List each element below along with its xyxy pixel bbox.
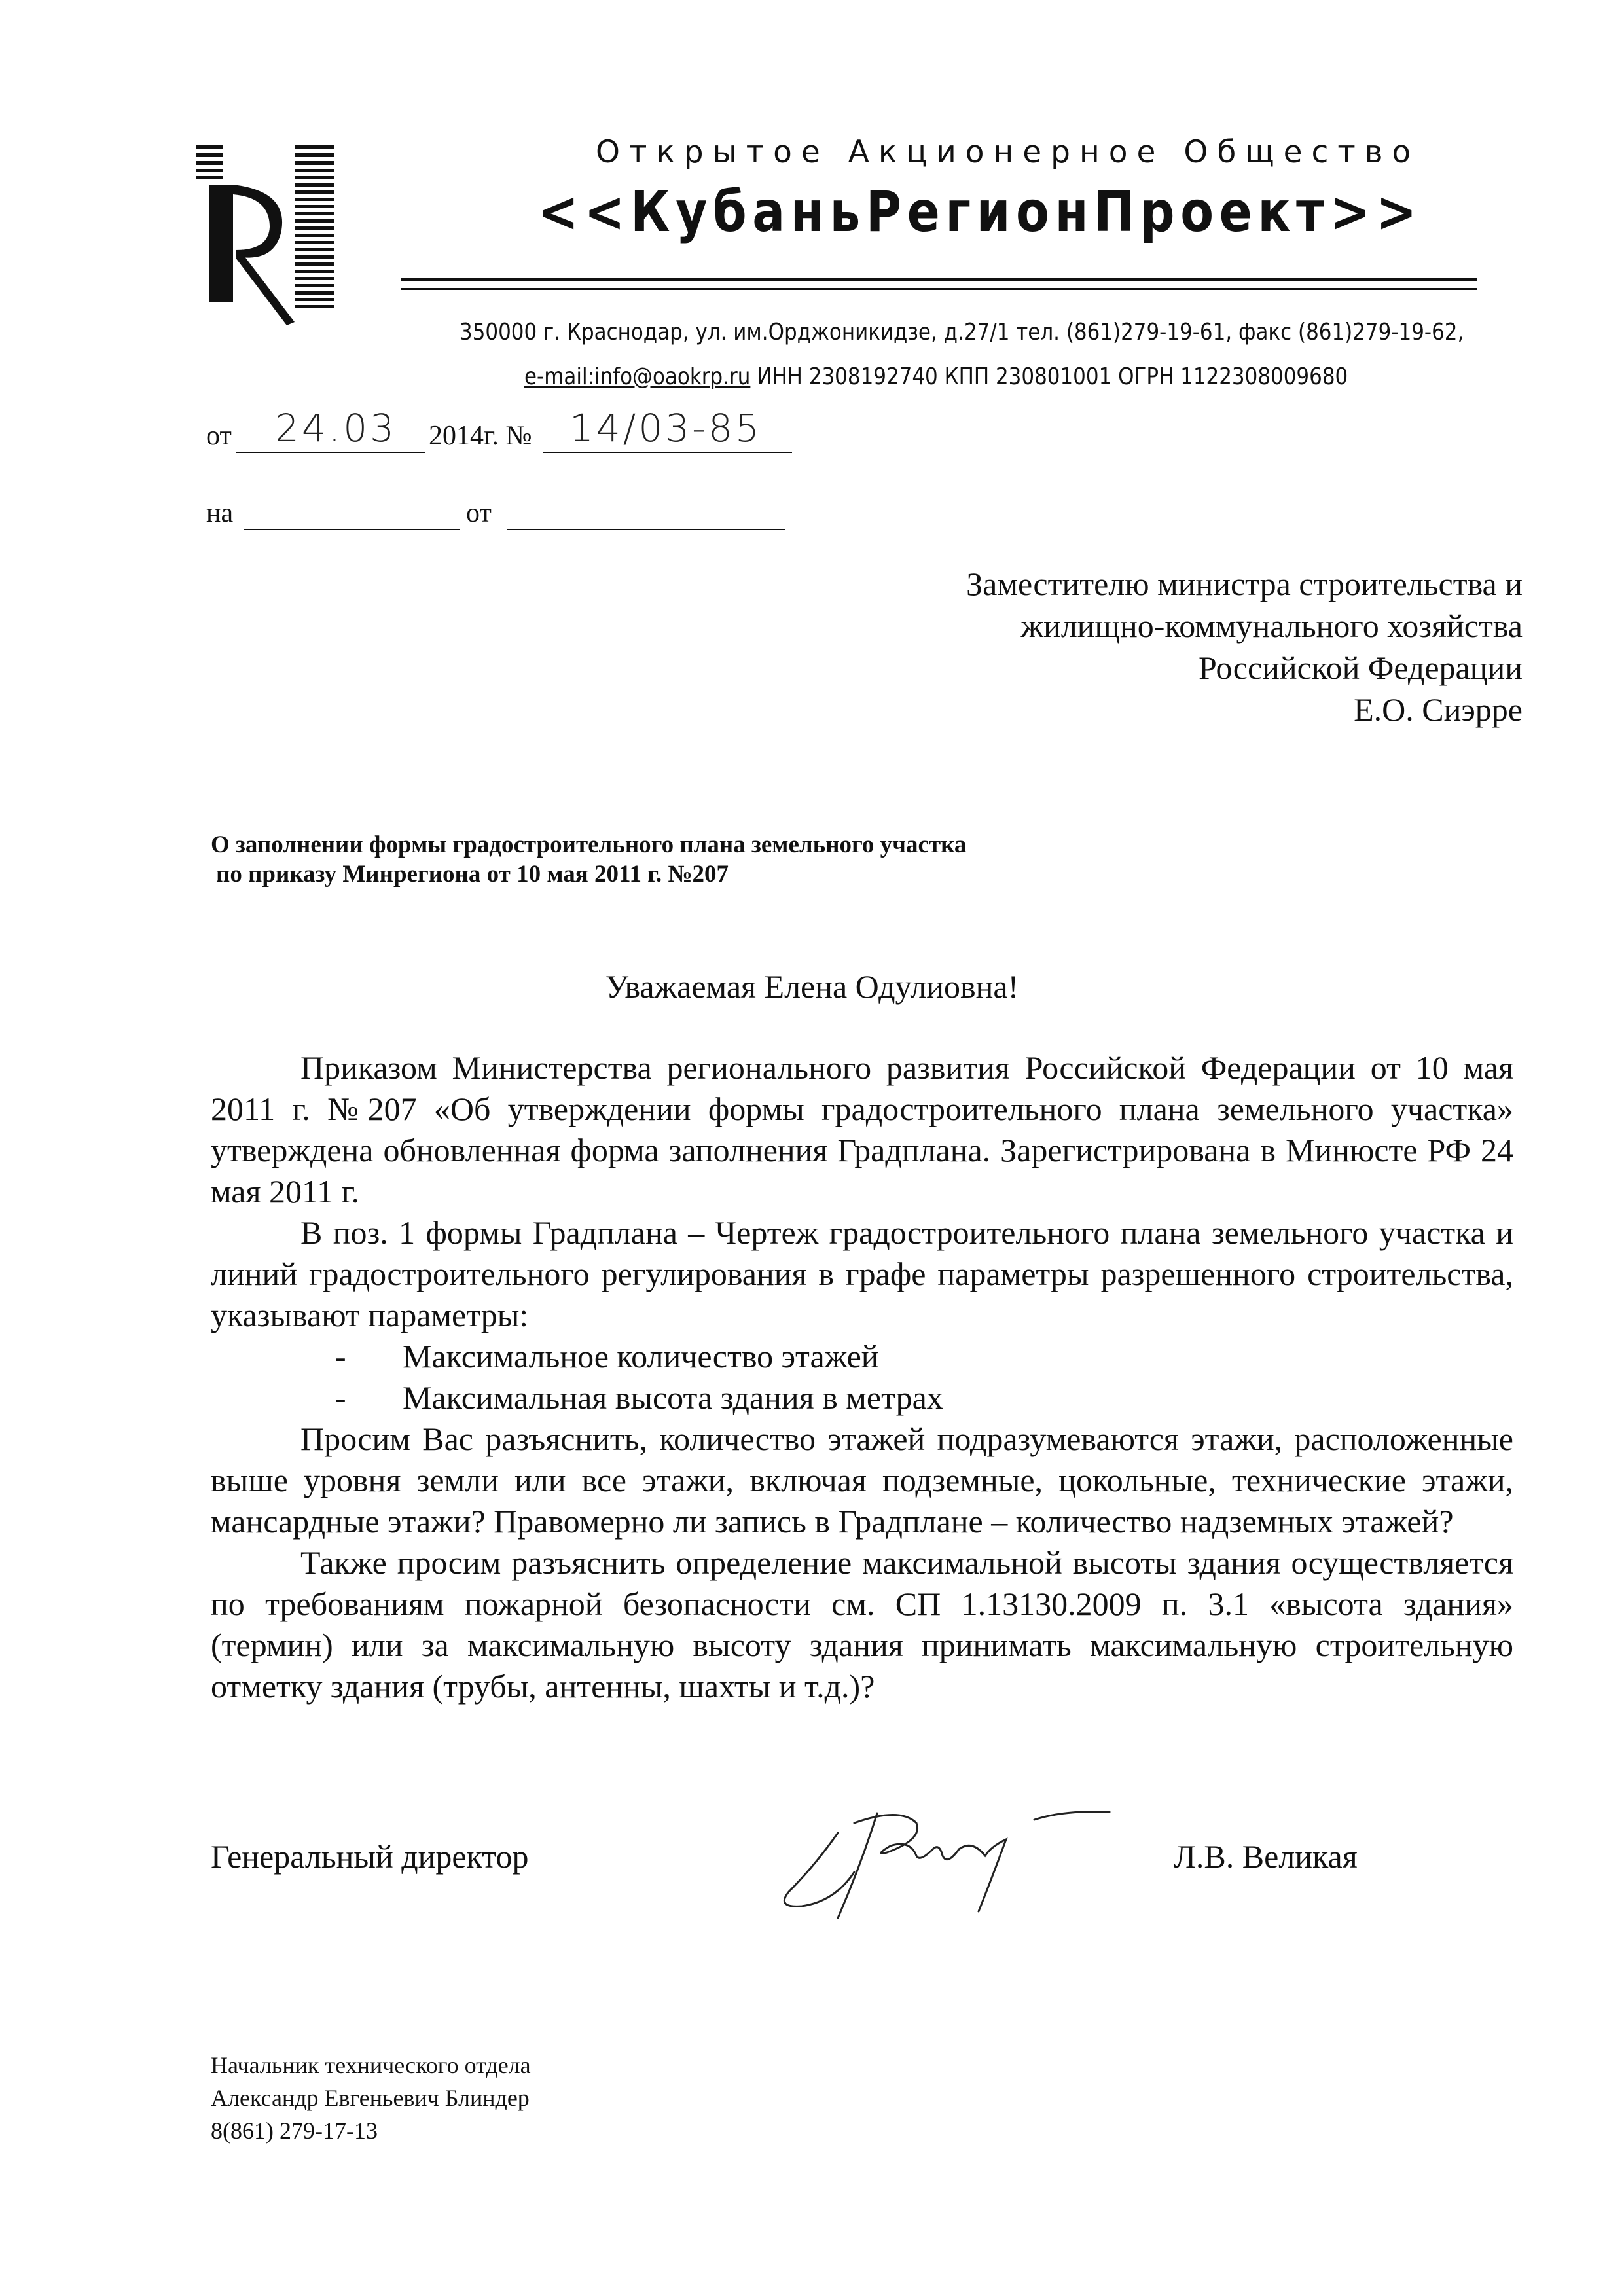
signatory-role: Генеральный директор [211,1838,529,1875]
organization-address: 350000 г. Краснодар, ул. им.Орджоникидзе, д.27/1 тел. (861)279-19-61, факс (861)279-19-62, [460,319,1464,346]
company-logo-r-icon [196,145,334,335]
on-label: на [206,498,234,528]
list-item [211,1336,1513,1377]
body-paragraph: Просим Вас разъяснить, количество этажей подразумеваются этажи, расположенные выше уровня земли или все этажи, включая подземные, цокольные, технические этажи, мансардные этажи? Правомерно ли запись в Градплане – количество надземных этажей? [211,1420,1513,1540]
letter-subject [211,830,966,889]
on-line [244,529,460,530]
executor-position: Начальник технического отдела [211,2052,531,2078]
organization-tax-ids: ИНН 2308192740 КПП 230801001 ОГРН 1122308009680 [757,363,1348,390]
date-line [236,452,425,453]
body-paragraph: В поз. 1 формы Градплана – Чертеж градостроительного плана земельного участка и линий градостроительного регулирования в графе параметры разрешенного строительства, указывают параметры: [211,1214,1513,1333]
list-item-text: Максимальная высота здания в метрах [403,1379,943,1416]
organization-requisites [524,363,1348,390]
greeting: Уважаемая Елена Одулиовна! [605,968,1019,1005]
executor-name: Александр Евгеньевич Блиндер [211,2085,530,2111]
handwritten-signature [776,1794,1136,1925]
subject-line: О заполнении формы градостроительного плана земельного участка [211,831,967,858]
bullet-marker: - [335,1338,346,1375]
list-item [211,1377,1513,1419]
organization-name: <<КубаньРегионПроект>> [538,179,1422,245]
on-from-label: от [466,498,492,528]
organization-type: Открытое Акционерное Общество [596,134,1420,170]
executor-phone: 8(861) 279-17-13 [211,2118,378,2144]
bullet-marker: - [335,1379,346,1416]
addressee-block [966,563,1523,731]
letterhead-divider [401,278,1477,281]
letter-body [211,1047,1513,1707]
addressee-name: Е.О. Сиэрре [1354,691,1523,728]
list-item-text: Максимальное количество этажей [403,1338,879,1375]
signatory-name: Л.В. Великая [1174,1838,1358,1875]
addressee-line: жилищно-коммунального хозяйства [1020,607,1523,644]
from-label: от [206,421,232,451]
executor-block [211,2049,531,2147]
on-from-line [507,529,785,530]
organization-email[interactable]: e-mail:info@oaokrp.ru [524,363,751,390]
body-paragraph: Приказом Министерства регионального развития Российской Федерации от 10 мая 2011 г. №207 «Об утверждении формы градостроительного плана земельного участка» утверждена обновленная форма заполнения Градплана. Зарегистрирована в Минюсте РФ 24 мая 2011 г. [211,1049,1513,1210]
date-handwritten: 24.03 [275,406,397,450]
year-number-label: 2014г. № [429,421,532,451]
addressee-line: Российской Федерации [1198,649,1523,686]
letterhead-divider-thin [401,288,1477,290]
number-line [543,452,792,453]
body-paragraph: Также просим разъяснить определение максимальной высоты здания осуществляется по требованиям пожарной безопасности см. СП 1.13130.2009 п. 3.1 «высота здания» (термин) или за максимальную высоту здания принимать максимальную строительную отметку здания (трубы, антенны, шахты и т.д.)? [211,1544,1513,1705]
subject-line: по приказу Минрегиона от 10 мая 2011 г. №207 [216,861,729,888]
number-handwritten: 14/03-85 [569,406,762,450]
addressee-line: Заместителю министра строительства и [966,566,1523,602]
